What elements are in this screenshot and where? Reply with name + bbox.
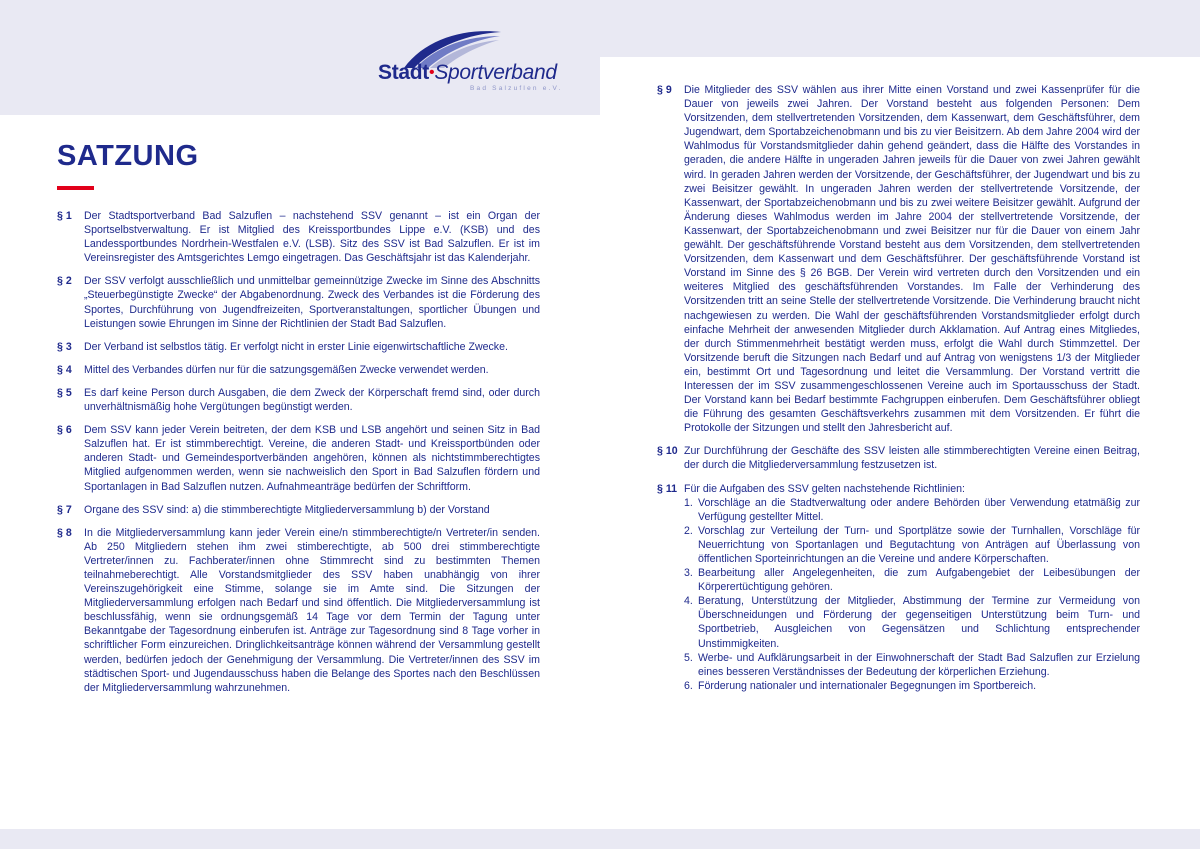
section-7 [57,503,540,517]
list-number: 5. [684,651,693,664]
list-item [684,594,1140,650]
section-6 [57,423,540,493]
list-number: 3. [684,567,693,580]
bottom-band [0,829,1200,849]
section-3 [57,340,540,354]
list-text: Bearbeitung aller Angelegenheiten, die zum Aufgabengebiet der Leibesübungen der Körperertüchtigung gehören. [698,567,1140,594]
section-text: Es darf keine Person durch Ausgaben, die dem Zweck der Körperschaft fremd sind, oder durch unverhältnismäßig hohe Vergütungen begünstigt werden. [84,386,540,414]
logo [378,28,578,98]
section-10 [657,444,1140,472]
list-text: Werbe- und Aufklärungsarbeit in der Einwohnerschaft der Stadt Bad Salzuflen zur Erzielung eines besseren Verständnisses der Bedeutung der körperlichen Erziehung. [698,651,1140,678]
list-text: Vorschlag zur Verteilung der Turn- und Sportplätze sowie der Turnhallen, Vorschläge für Neuerrichtung von Sportanlagen und Begutachtung von Anträgen auf Überlassung von öffentlichen Sporteinrichtungen an die Vereine und andere Körperschaften. [698,524,1140,565]
section-text: In die Mitgliederversammlung kann jeder Verein eine/n stimmberechtigte/n Vertreter/in senden. Ab 250 Mitgliedern stehen ihm zwei stimberechtigte, ab 500 drei stimmberechtigte Vertreter/innen zu. Fachberater/innen ohne Stimmrecht sind zu bestimmten Themen teilnahmeberechtigt. Alle Vorstandsmitglieder des SSV haben unabhängig von ihrer Vereinszugehörigkeit eine Stimme, solange sie im Amte sind. Die Sitzungen der Mitgliederversammlung erfolgen nach Bedarf und sind öffentlich. Die Mitgliederversammlung ist beschlussfähig, wenn sie ordnungsgemäß 14 Tage vor dem Termin der Tagung unter Bekanntgabe der Tagesordnung einberufen ist. Anträge zur Tagesordnung sind 8 Tage vorher in schriftlicher Form einzureichen. Dringlichkeitsanträge können während der Versammlung gestellt werden, bedürfen jedoch der Genehmigung der Versammlung. Die Vertreter/innen des SSV im städtischen Sport- und Jugendausschuss haben die Belange des Sportes nach den Beschlüssen der Mitgliederversammlung wahrzunehmen. [84,526,540,694]
section-label: § 4 [57,363,72,376]
list-number: 1. [684,496,693,509]
logo-subtitle: Bad Salzuflen e.V. [470,85,563,92]
section-text: Der SSV verfolgt ausschließlich und unmittelbar gemeinnützige Zwecke im Sinne des Abschnitts „Steuerbegünstigte Zwecke“ der Abgabenordnung. Zweck des Verbandes ist die Förderung des Sportes, Durchführung von Jugendfreizeiten, Sportveranstaltungen, sportlicher Übungen und Leistungen sowie Ehrungen im Sinne der Richtlinien der Stadt Bad Salzuflen. [84,275,540,330]
section-label: § 8 [57,526,72,539]
logo-name-part2: Sportverband [434,61,557,84]
logo-dot-icon: • [429,64,435,81]
section-text: Dem SSV kann jeder Verein beitreten, der dem KSB und LSB angehört und seinen Sitz in Bad Salzuflen hat. Er ist stimmberechtigt. Vereine, die anderen Stadt- und Kreissportbünden oder anderen Stadt- und Gemeindesportverbänden angehören, können als nichtstimmberechtigtes Mitglied aufgenommen werden, wenn sie nachweislich den Sport in Bad Salzuflen fördern und Sportanlagen in Bad Salzuflen nutzen. Aufnahmeanträge bedürfen der Schriftform. [84,424,540,493]
list-number: 2. [684,524,693,537]
section-text: Mittel des Verbandes dürfen nur für die satzungsgemäßen Zwecke verwendet werden. [84,363,489,376]
section-5 [57,386,540,414]
section-label: § 10 [657,445,678,458]
section-label: § 3 [57,340,72,353]
section-text: Zur Durchführung der Geschäfte des SSV leisten alle stimmberechtigten Vereine einen Beitrag, der durch die Mitgliederversammlung festzusetzen ist. [684,445,1140,472]
section-label: § 7 [57,503,72,516]
section-label: § 6 [57,424,72,437]
guideline-list [684,496,1140,693]
section-label: § 2 [57,275,72,288]
section-2 [57,274,540,330]
list-item [684,651,1140,679]
section-text: Der Verband ist selbstlos tätig. Er verfolgt nicht in erster Linie eigenwirtschaftliche Zwecke. [84,340,508,353]
section-4 [57,363,540,377]
list-item [684,679,1140,693]
section-8 [57,526,540,695]
list-number: 6. [684,679,693,692]
section-text: Organe des SSV sind: a) die stimmberechtigte Mitgliederversammlung b) der Vorstand [84,503,490,516]
section-1 [57,209,540,265]
section-11 [657,482,1140,693]
list-number: 4. [684,595,693,608]
title-underline [57,186,94,190]
section-label: § 11 [657,482,678,495]
logo-name [378,61,557,85]
left-column [57,209,540,704]
section-body [684,482,1140,693]
right-column [657,83,1140,702]
section-intro: Für die Aufgaben des SSV gelten nachstehende Richtlinien: [684,482,965,495]
list-item [684,524,1140,566]
section-label: § 9 [657,84,672,96]
list-text: Förderung nationaler und internationaler Begegnungen im Sportbereich. [698,679,1037,692]
section-9 [657,83,1140,435]
page-title: SATZUNG [57,140,199,172]
section-text: Der Stadtsportverband Bad Salzuflen – nachstehend SSV genannt – ist ein Organ der Sportselbstverwaltung. Er ist Mitglied des Kreissportbundes Lippe e.V. (KSB) und des Landessportbundes Nordrhein-Westfalen e.V. (LSB). Sitz des SSV ist Bad Salzuflen. Er ist im Vereinsregister des Amtsgerichtes Lemgo eingetragen. Das Geschäftsjahr ist das Kalenderjahr. [84,210,540,265]
section-text: Die Mitglieder des SSV wählen aus ihrer Mitte einen Vorstand und zwei Kassenprüfer für die Dauer von jeweils zwei Jahren. Der Vorstand besteht aus folgenden Personen: Dem Vorsitzenden, dem stellvertretenden Vorsitzenden, dem Kassenwart, dem Geschäftsführer, dem Jugendwart, dem Sportabzeichenobmann und bis zu vier Beisitzern. Ab dem Jahre 2004 wird der Wahlmodus für Vorstandsmitglieder dahin gehend geändert, dass die Hälfte des Vorstandes in geraden, die andere Hälfte in ungeraden Jahren jeweils für die Dauer von zwei Jahren gewählt wird. In geraden Jahren werden der Vorsitzende, der Geschäftsführer, der Jugendwart und bis zu zwei Beisitzer gewählt. In ungeraden Jahren werden der stellvertretende Vorsitzende, der Kassenwart, der Sportabzeichenobmann und bis zu zwei weitere Beisitzer gewählt. Aufgrund der Änderung dieses Wahlmodus werden im Jahre 2004 der stellvertretende Vorsitzende, der Kassenwart, der Sportabzeichenobmann und zwei Beisitzer nur für die Dauer von einem Jahr gewählt. Der geschäftsführende Vorstand besteht aus dem Vorsitzenden, dem stellvertretenden Vorsitzenden, dem Kassenwart und dem Geschäftsführer. Der geschäftsführende Vorstand ist Vorstand im Sinne des § 26 BGB. Der Verein wird vertreten durch den Vorsitzenden und ein weiteres Mitglied des geschäftsführenden Vorstandes. Im Falle der Verhinderung des Vorsitzenden tritt an seine Stelle der stellvertretende Vorsitzende. Die Verhinderung braucht nicht nachgewiesen zu werden. Die Wahl der geschäftsführenden Vorstandsmitglieder erfolgt durch einfache Mehrheit der anwesenden Mitglieder durch Akklamation. Auf Antrag eines Mitgliedes, der durch Stimmenmehrheit bestätigt werden muss, erfolgt die Wahl durch Stimmzettel. Der Vorsitzende beruft die Sitzungen nach Bedarf und auf Antrag von wenigstens 1/3 der Mitglieder ein, bestimmt Ort und Tagesordnung und leitet die Versammlung. Der Vorstand vertritt die Interessen der im SSV zusammengeschlossenen Vereine auch im Sportausschuss der Stadt. Der Vorstand kann bei Bedarf bestimmte Fachgruppen einberufen. Dem Geschäftsführer obliegt die Führung des gesamten Geschäftsverkehrs zusammen mit dem Vorsitzenden. Er führt die Protokolle der Sitzungen und stellt den Jahresbericht auf. [684,84,1140,435]
list-text: Beratung, Unterstützung der Mitglieder, Abstimmung der Termine zur Vermeidung von Überschneidungen und Förderung der gegenseitigen Unterstützung beim Turn- und Sportbetrieb, Ausgleichen von Gegensätzen und Schlichtung entsprechender Unstimmigkeiten. [698,595,1140,650]
section-label: § 1 [57,210,72,222]
list-item [684,496,1140,524]
list-item [684,566,1140,594]
list-text: Vorschläge an die Stadtverwaltung oder andere Behörden über Verwendung etatmäßig zur Verfügung gestellter Mittel. [698,496,1140,523]
logo-name-part1: Stadt [378,61,430,84]
section-label: § 5 [57,386,72,399]
